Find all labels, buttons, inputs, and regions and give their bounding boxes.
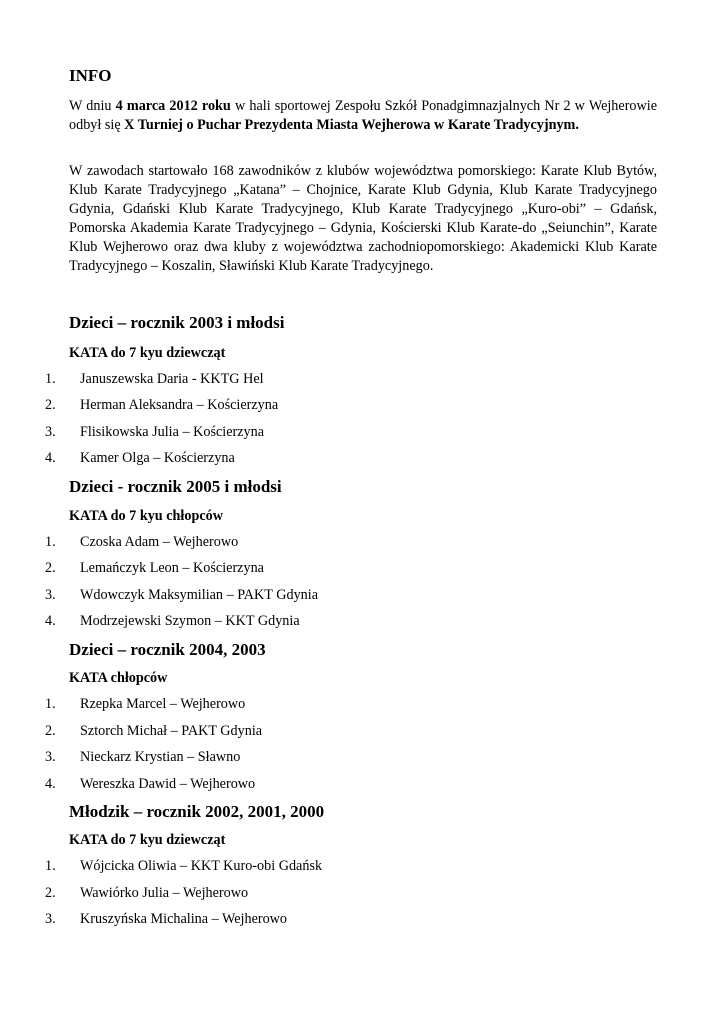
list-number: 1. [45, 371, 56, 387]
list-text: Wawiórko Julia – Wejherowo [80, 885, 249, 901]
intro-text: W dniu [69, 98, 116, 114]
list-text: Wdowczyk Maksymilian – PAKT Gdynia [80, 587, 319, 603]
list-number: 4. [45, 450, 56, 466]
tournament-name: X Turniej o Puchar Prezydenta Miasta Wejherowa w Karate Tradycyjnym. [124, 117, 579, 133]
list-number: 1. [45, 534, 56, 550]
list-number: 2. [45, 723, 56, 739]
list-text: Rzepka Marcel – Wejherowo [80, 696, 246, 712]
category-heading: KATA do 7 kyu dziewcząt [69, 345, 226, 361]
section-heading: Dzieci – rocznik 2004, 2003 [69, 640, 266, 659]
list-text: Kamer Olga – Kościerzyna [80, 450, 235, 466]
list-number: 1. [45, 696, 56, 712]
list-number: 2. [45, 560, 56, 576]
list-number: 2. [45, 885, 56, 901]
list-number: 3. [45, 587, 56, 603]
list-text: Czoska Adam – Wejherowo [80, 534, 239, 550]
list-text: Nieckarz Krystian – Sławno [80, 749, 241, 765]
list-text: Lemańczyk Leon – Kościerzyna [80, 560, 264, 576]
list-text: Januszewska Daria - KKTG Hel [80, 371, 264, 387]
intro-date: 4 marca 2012 roku [115, 98, 231, 114]
list-text: Modrzejewski Szymon – KKT Gdynia [80, 613, 300, 629]
participants-paragraph: W zawodach startowało 168 zawodników z klubów województwa pomorskiego: Karate Klub Bytów, Klub Karate Tradycyjnego „Katana” – Chojnice, Karate Klub Gdynia, Klub Karate Tradycyjnego Gdynia, Gdański Klub Karate Tradycyjnego, Klub Karate Tradycyjnego „Kuro-obi” – Gdańsk, Pomorska Akademia Karate Tradycyjnego – Gdynia, Kościerski Klub Karate-do „Seiunchin”, Karate Klub Wejherowo oraz dwa kluby z województwa zachodniopomorskiego: Akademicki Klub Karate Tradycyjnego – Koszalin, Sławiński Klub Karate Tradycyjnego. [69, 163, 657, 274]
intro-text: w hali sportowej Zespołu Szkół Ponadgimnazjalnych Nr 2 w Wejherowie odbył się [69, 98, 657, 133]
list-text: Flisikowska Julia – Kościerzyna [80, 424, 265, 440]
list-number: 3. [45, 424, 56, 440]
section-heading: Dzieci - rocznik 2005 i młodsi [69, 477, 282, 496]
list-number: 2. [45, 397, 56, 413]
category-heading: KATA do 7 kyu dziewcząt [69, 832, 226, 848]
list-number: 4. [45, 613, 56, 629]
list-text: Wójcicka Oliwia – KKT Kuro-obi Gdańsk [80, 858, 323, 874]
list-text: Herman Aleksandra – Kościerzyna [80, 397, 279, 413]
section-heading: Młodzik – rocznik 2002, 2001, 2000 [69, 802, 325, 821]
category-heading: KATA do 7 kyu chłopców [69, 508, 223, 524]
list-number: 3. [45, 749, 56, 765]
list-text: Kruszyńska Michalina – Wejherowo [80, 911, 288, 927]
section-heading: Dzieci – rocznik 2003 i młodsi [69, 313, 285, 332]
list-number: 1. [45, 858, 56, 874]
list-number: 4. [45, 776, 56, 792]
list-text: Sztorch Michał – PAKT Gdynia [80, 723, 263, 739]
page-title: INFO [69, 66, 112, 85]
category-heading: KATA chłopców [69, 670, 168, 686]
list-text: Wereszka Dawid – Wejherowo [80, 776, 256, 792]
list-number: 3. [45, 911, 56, 927]
intro-paragraph [69, 97, 657, 135]
